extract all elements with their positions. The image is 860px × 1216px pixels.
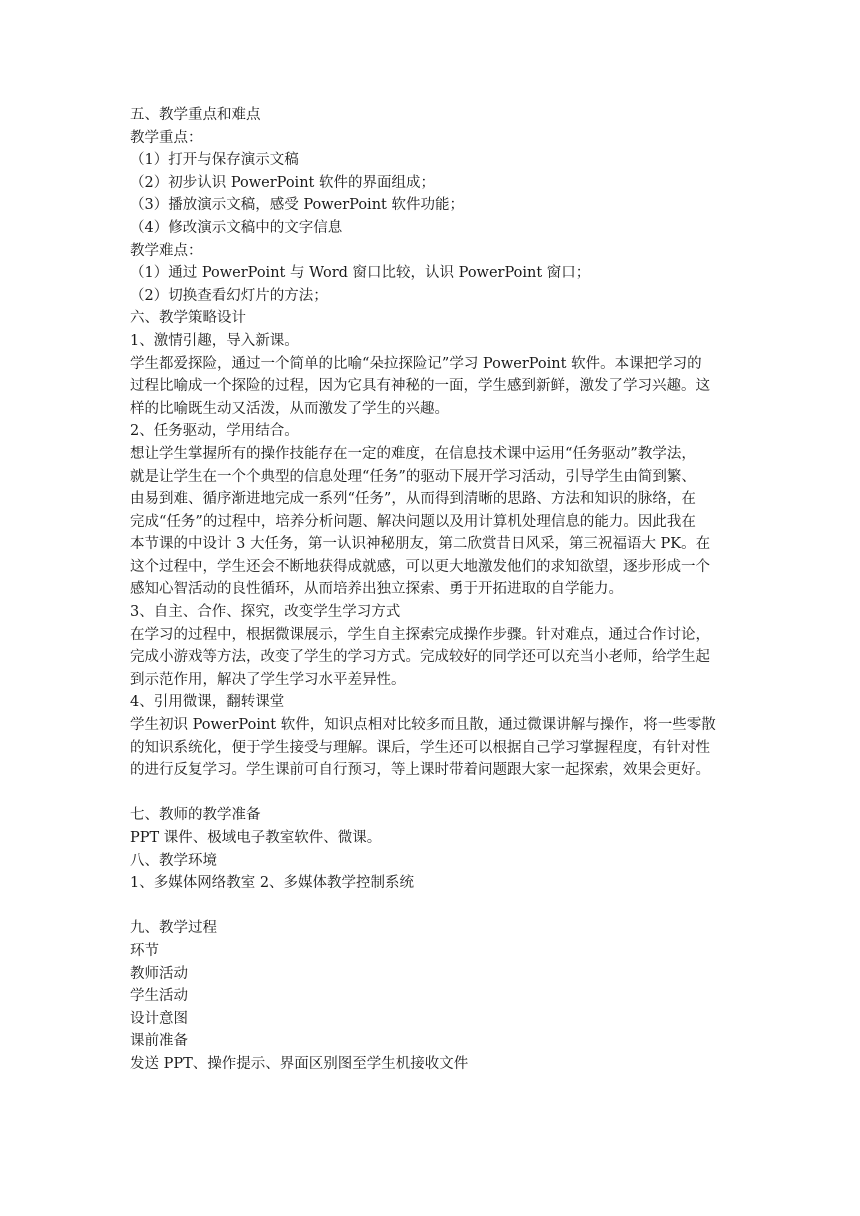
strategy-text-line: 感知心智活动的良性循环，从而培养出独立探索、勇于开拓进取的自学能力。	[130, 581, 623, 598]
strategy-title: 2、任务驱动，学用结合。	[130, 423, 299, 440]
strategy-text-line: 想让学生掌握所有的操作技能存在一定的难度，在信息技术课中运用“任务驱动”教学法，	[130, 445, 696, 462]
strategy-text-line: 由易到难、循序渐进地完成一系列“任务”，从而得到清晰的思路、方法和知识的脉络，在	[130, 491, 696, 508]
strategy-text-line: 这个过程中，学生还会不断地获得成就感，可以更大地激发他们的求知欲望，逐步形成一个	[130, 558, 710, 575]
strategy-text-line: 学生初识 PowerPoint 软件，知识点相对比较多而且散，通过微课讲解与操作，将一些零散	[130, 717, 716, 734]
section-heading-6: 六、教学策略设计	[130, 310, 246, 327]
preparation-text: PPT 课件、极域电子教室软件、微课。	[130, 830, 382, 846]
strategy-text-line: 在学习的过程中，根据微课展示，学生自主探索完成操作步骤。针对难点，通过合作讨论，	[130, 626, 710, 643]
environment-text: 1、多媒体网络教室 2、多媒体教学控制系统	[130, 875, 415, 892]
blank-line	[130, 895, 736, 918]
strategy-text-line: 的知识系统化，便于学生接受与理解。课后，学生还可以根据自己学习掌握程度，有针对性	[130, 739, 710, 756]
section-heading-9: 九、教学过程	[130, 920, 217, 937]
blank-line	[130, 782, 736, 805]
process-item: 教师活动	[130, 965, 188, 982]
strategy-title: 1、激情引趣，导入新课。	[130, 332, 299, 349]
key-point-item: （2）初步认识 PowerPoint 软件的界面组成；	[130, 174, 435, 191]
difficulty-point-item: （1）通过 PowerPoint 与 Word 窗口比较，认识 PowerPoint 窗口；	[130, 265, 591, 282]
difficulty-points-label: 教学难点：	[130, 242, 203, 259]
strategy-text-line: 的进行反复学习。学生课前可自行预习，等上课时带着问题跟大家一起探索，效果会更好。	[130, 762, 710, 779]
strategy-title: 4、引用微课，翻转课堂	[130, 694, 285, 711]
strategy-title: 3、自主、合作、探究，改变学生学习方式	[130, 604, 401, 621]
strategy-text-line: 就是让学生在一个个典型的信息处理“任务”的驱动下展开学习活动，引导学生由简到繁、	[130, 468, 696, 485]
strategy-text-line: 到示范作用，解决了学生学习水平差异性。	[130, 671, 406, 688]
key-point-item: （3）播放演示文稿，感受 PowerPoint 软件功能；	[130, 197, 464, 214]
strategy-text-line: 完成“任务”的过程中，培养分析问题、解决问题以及用计算机处理信息的能力。因此我在	[130, 513, 696, 530]
process-item: 环节	[130, 942, 159, 959]
strategy-text-line: 本节课的中设计 3 大任务，第一认识神秘朋友，第二欣赏昔日风采，第三祝福语大 PK。在	[130, 536, 711, 553]
key-point-item: （1）打开与保存演示文稿	[130, 152, 299, 169]
strategy-text-line: 完成小游戏等方法，改变了学生的学习方式。完成较好的同学还可以充当小老师，给学生起	[130, 649, 710, 666]
strategy-text-line: 样的比喻既生动又活泼，从而激发了学生的兴趣。	[130, 400, 449, 417]
process-item: 设计意图	[130, 1010, 188, 1027]
strategy-text-line: 过程比喻成一个探险的过程，因为它具有神秘的一面，学生感到新鲜，激发了学习兴趣。这	[130, 378, 710, 395]
key-points-label: 教学重点：	[130, 129, 203, 146]
section-heading-7: 七、教师的教学准备	[130, 807, 261, 824]
document-body	[130, 104, 736, 1076]
section-heading-5: 五、教学重点和难点	[130, 107, 261, 123]
process-item: 课前准备	[130, 1033, 188, 1050]
section-heading-8: 八、教学环境	[130, 852, 217, 869]
key-point-item: （4）修改演示文稿中的文字信息	[130, 219, 343, 236]
difficulty-point-item: （2）切换查看幻灯片的方法；	[130, 287, 328, 304]
strategy-text-line: 学生都爱探险，通过一个简单的比喻“朵拉探险记”学习 PowerPoint 软件。本课把学习的	[130, 355, 702, 372]
process-item: 发送 PPT、操作提示、界面区别图至学生机接收文件	[130, 1055, 469, 1072]
process-item: 学生活动	[130, 988, 188, 1005]
